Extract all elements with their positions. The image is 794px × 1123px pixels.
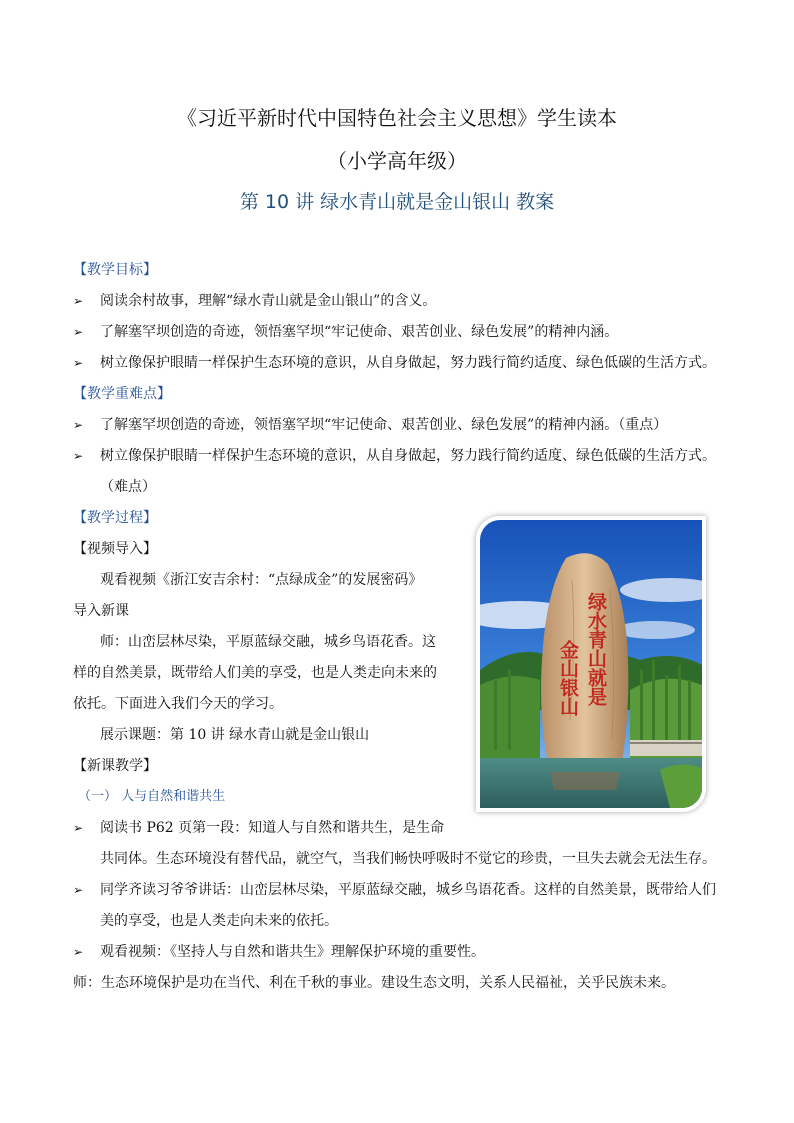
teacher-paragraph-cont: 样的自然美景，既带给人们美的享受，也是人类走向未来的 bbox=[73, 665, 437, 681]
stone-monument-photo bbox=[476, 516, 706, 812]
video-intro-heading: 【视频导入】 bbox=[73, 541, 157, 557]
bullet-icon: ➢ bbox=[73, 356, 84, 370]
section-heading: （一） 人与自然和谐共生 bbox=[78, 789, 226, 804]
show-topic-text: 展示课题：第 10 讲 绿水青山就是金山银山 bbox=[100, 727, 370, 743]
document-title: 《习近平新时代中国特色社会主义思想》学生读本 bbox=[177, 106, 617, 130]
lesson-title: 第 10 讲 绿水青山就是金山银山 教案 bbox=[239, 191, 555, 213]
lesson-item-1-cont: 共同体。生态环境没有替代品，就空气，当我们畅快呼吸时不觉它的珍贵，一旦失去就会无法生存。 bbox=[100, 851, 716, 867]
keypoint-item-2-cont: （难点） bbox=[100, 479, 156, 495]
goals-heading: 【教学目标】 bbox=[73, 262, 157, 278]
bullet-icon: ➢ bbox=[73, 325, 84, 339]
bullet-icon: ➢ bbox=[73, 294, 84, 308]
teacher-paragraph-cont: 依托。下面进入我们今天的学习。 bbox=[73, 696, 283, 712]
stone-monument-illustration bbox=[480, 520, 702, 808]
bullet-icon: ➢ bbox=[73, 418, 84, 432]
inscription-column-2: 金山银山 bbox=[557, 640, 579, 716]
bullet-icon: ➢ bbox=[73, 883, 84, 897]
bullet-icon: ➢ bbox=[73, 821, 84, 835]
video-intro-text-cont: 导入新课 bbox=[73, 603, 129, 619]
teacher-paragraph: 师：山峦层林尽染，平原蓝绿交融，城乡鸟语花香。这 bbox=[100, 634, 436, 650]
goal-item-3: 树立像保护眼睛一样保护生态环境的意识，从自身做起，努力践行简约适度、绿色低碳的生活方式。 bbox=[100, 355, 716, 371]
grade-subtitle: （小学高年级） bbox=[327, 149, 467, 173]
teacher-summary: 师：生态环境保护是功在当代、利在千秋的事业。建设生态文明，关系人民福祉，关乎民族未来。 bbox=[73, 975, 675, 991]
lesson-item-2-cont: 美的享受，也是人类走向未来的依托。 bbox=[100, 913, 338, 929]
lesson-item-3: 观看视频：《坚持人与自然和谐共生》理解保护环境的重要性。 bbox=[100, 944, 485, 960]
goal-item-2: 了解塞罕坝创造的奇迹，领悟塞罕坝“牢记使命、艰苦创业、绿色发展”的精神内涵。 bbox=[100, 324, 619, 340]
goal-item-1: 阅读余村故事，理解“绿水青山就是金山银山”的含义。 bbox=[100, 293, 437, 309]
lesson-item-1: 阅读书 P62 页第一段：知道人与自然和谐共生，是生命 bbox=[100, 820, 445, 836]
new-lesson-heading: 【新课教学】 bbox=[73, 758, 157, 774]
keypoint-item-2: 树立像保护眼睛一样保护生态环境的意识，从自身做起，努力践行简约适度、绿色低碳的生活方式。 bbox=[100, 448, 716, 464]
lesson-item-2: 同学齐读习爷爷讲话：山峦层林尽染，平原蓝绿交融，城乡鸟语花香。这样的自然美景，既带给人们 bbox=[100, 882, 716, 898]
bullet-icon: ➢ bbox=[73, 945, 84, 959]
process-heading: 【教学过程】 bbox=[73, 510, 157, 526]
video-intro-text: 观看视频《浙江安吉余村：“点绿成金”的发展密码》 bbox=[100, 572, 423, 588]
keypoint-item-1: 了解塞罕坝创造的奇迹，领悟塞罕坝“牢记使命、艰苦创业、绿色发展”的精神内涵。（重点） bbox=[100, 417, 668, 433]
inscription-column-1: 绿水青山就是 bbox=[585, 592, 607, 706]
keypoints-heading: 【教学重难点】 bbox=[73, 386, 171, 402]
bullet-icon: ➢ bbox=[73, 449, 84, 463]
